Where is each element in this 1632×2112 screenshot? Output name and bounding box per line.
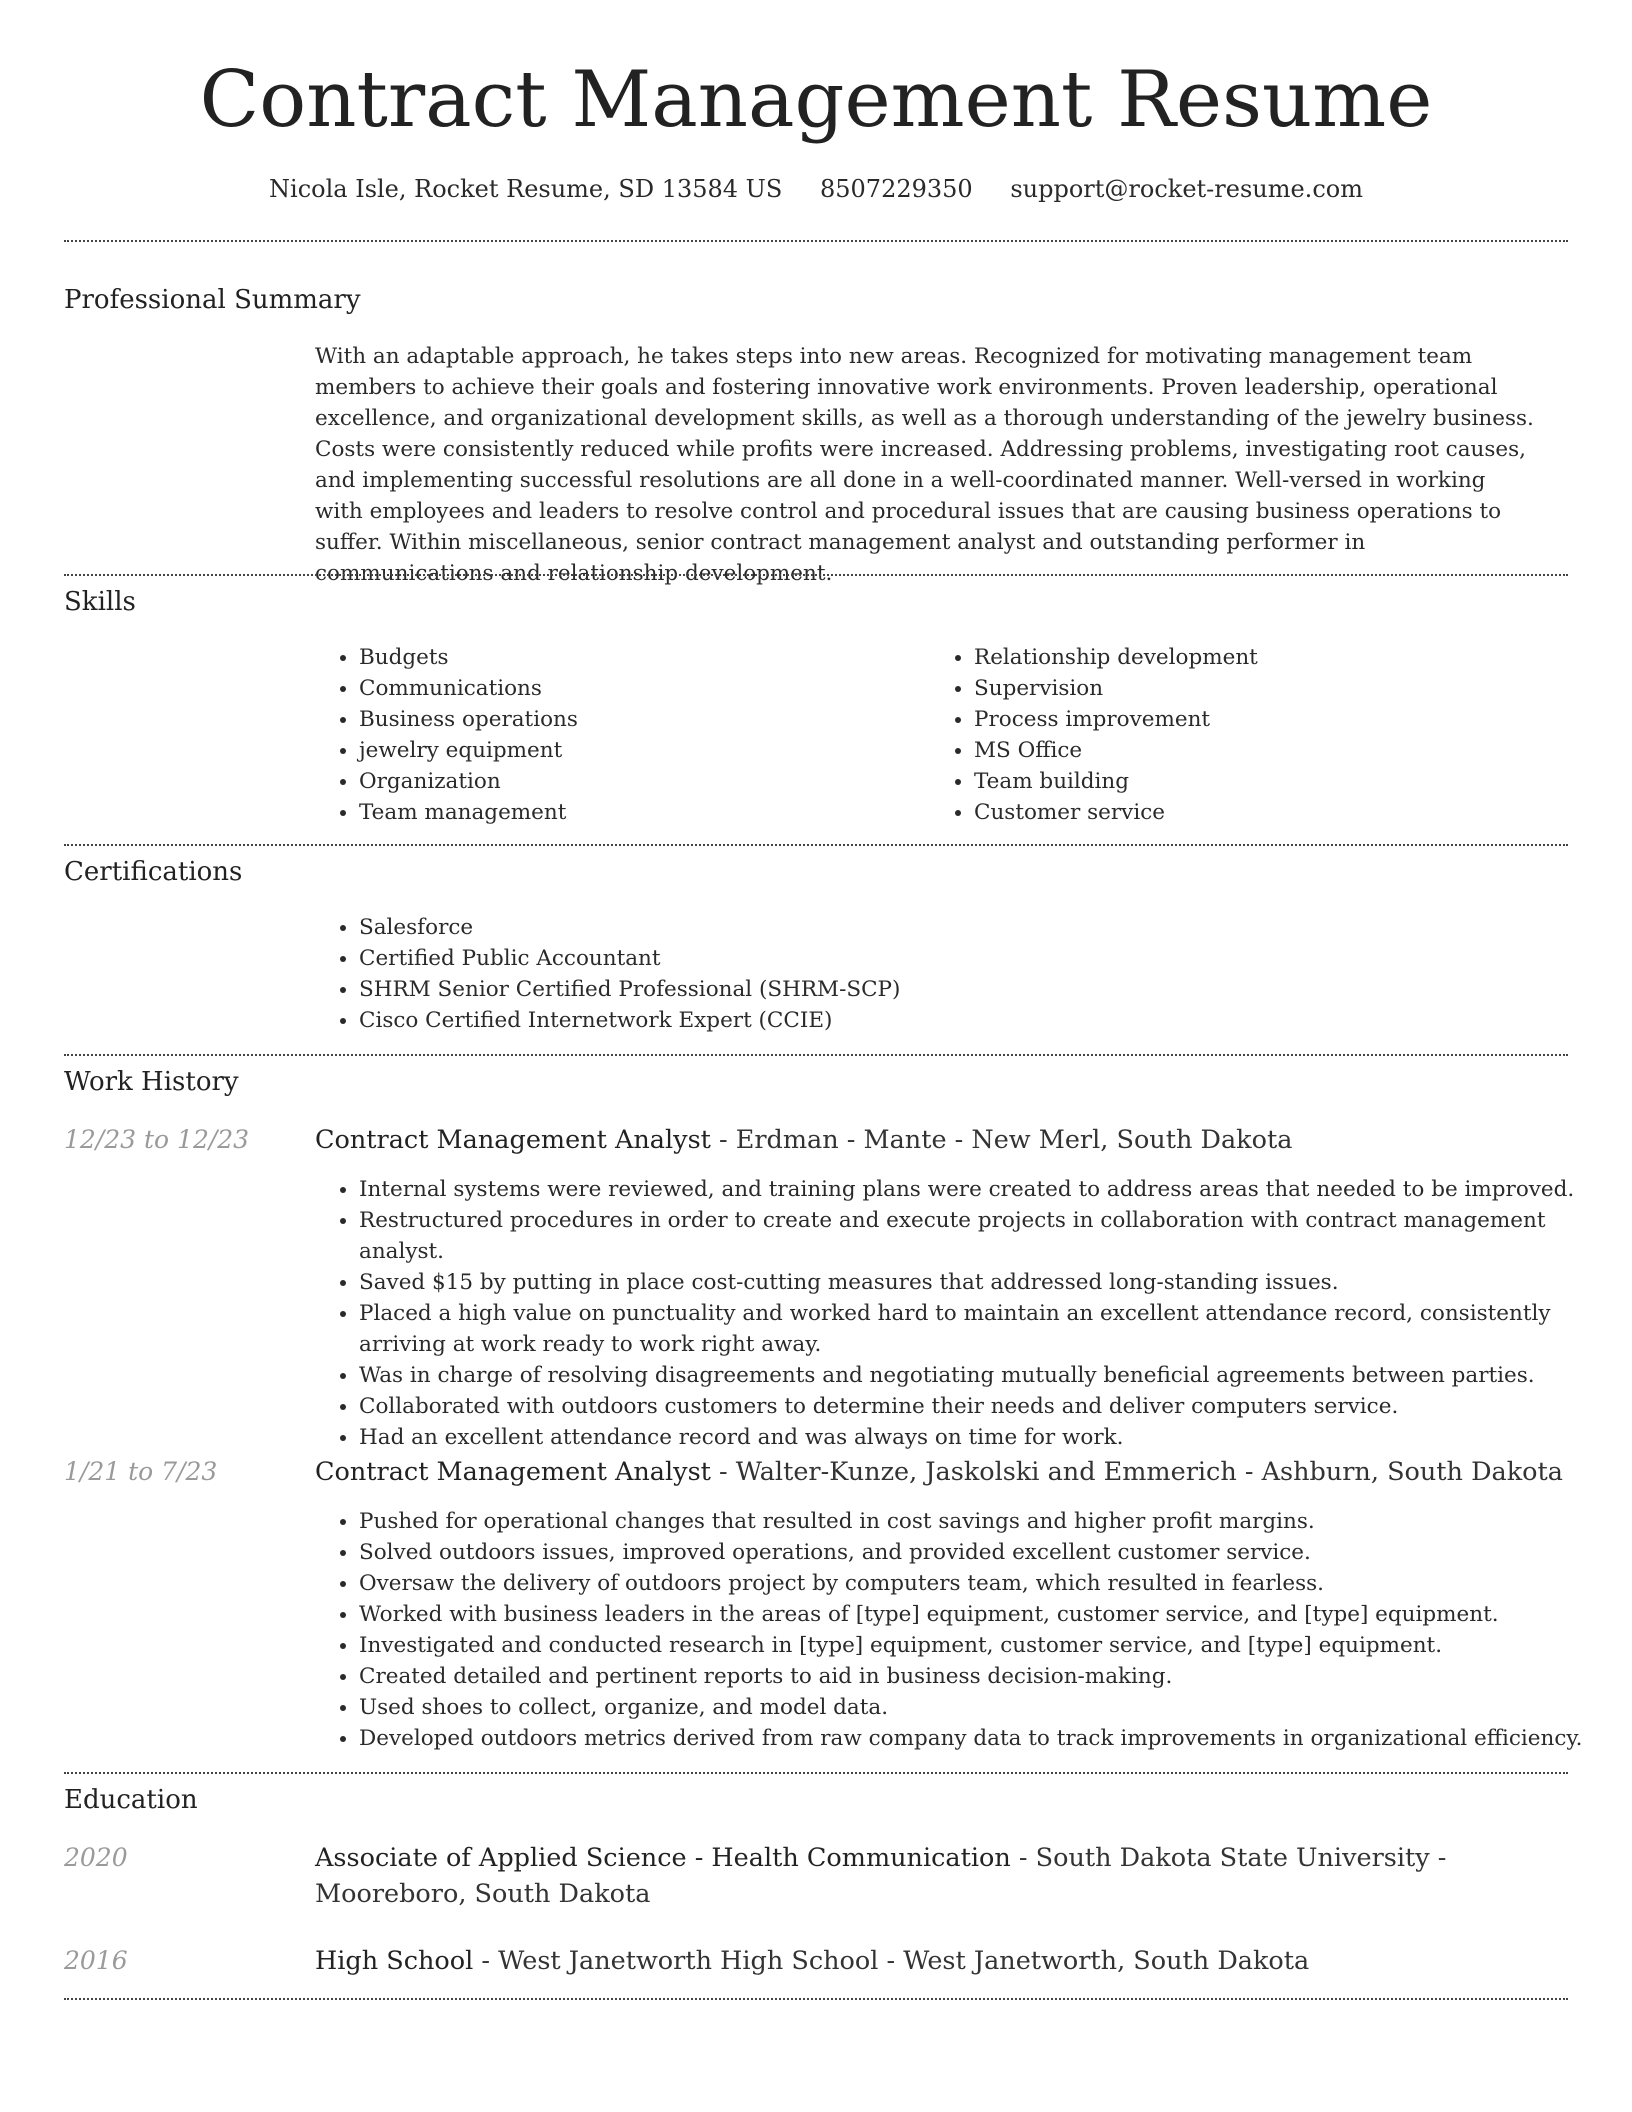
education-year: 2020: [64, 1843, 128, 1872]
job-position: Contract Management Analyst: [315, 1457, 711, 1487]
education-school-location: - West Janetworth High School - West Janetworth, South Dakota: [473, 1946, 1310, 1976]
job-bullet: • Placed a high value on punctuality and worked hard to maintain an excellent attendance record, consistently arriving at work ready to work right away.: [359, 1298, 1609, 1360]
job-bullets: [315, 1174, 1609, 1453]
contact-address: Nicola Isle, Rocket Resume, SD 13584 US: [269, 175, 783, 203]
skill-item: • Budgets: [359, 642, 919, 673]
contact-line: [0, 172, 1632, 206]
job-heading: [315, 1454, 1565, 1490]
job-bullet: • Developed outdoors metrics derived from raw company data to track improvements in organizational efficiency.: [359, 1723, 1609, 1754]
job-bullet: • Investigated and conducted research in [type] equipment, customer service, and [type] equipment.: [359, 1630, 1609, 1661]
certification-item: • Certified Public Accountant: [359, 943, 1559, 974]
skill-item: • Supervision: [974, 673, 1534, 704]
resume-title: Contract Management Resume: [199, 55, 1433, 145]
job-bullet: • Internal systems were reviewed, and training plans were created to address areas that needed to be improved.: [359, 1174, 1609, 1205]
contact-email: support@rocket-resume.com: [1010, 175, 1363, 203]
job-bullet: • Created detailed and pertinent reports to aid in business decision-making.: [359, 1661, 1609, 1692]
skill-item: • Process improvement: [974, 704, 1534, 735]
skill-item: • Communications: [359, 673, 919, 704]
section-heading-certifications: Certifications: [64, 857, 243, 887]
section-heading-work: Work History: [64, 1067, 239, 1097]
job-dates: 12/23 to 12/23: [64, 1125, 250, 1154]
job-bullet: • Restructured procedures in order to create and execute projects in collaboration with contract management analyst.: [359, 1205, 1609, 1267]
section-heading-summary: Professional Summary: [64, 285, 361, 315]
divider: [64, 574, 1568, 576]
job-employer-location: - Erdman - Mante - New Merl, South Dakota: [710, 1125, 1293, 1155]
skills-list-right: [930, 642, 1534, 828]
job-dates: 1/21 to 7/23: [64, 1457, 218, 1486]
education-school-location: - South Dakota State University - Mooreboro, South Dakota: [315, 1843, 1447, 1909]
job-bullet: • Saved $15 by putting in place cost-cutting measures that addressed long-standing issues.: [359, 1267, 1609, 1298]
job-position: Contract Management Analyst: [315, 1125, 711, 1155]
skill-item: • Business operations: [359, 704, 919, 735]
skill-item: • jewelry equipment: [359, 735, 919, 766]
job-bullet: • Solved outdoors issues, improved operations, and provided excellent customer service.: [359, 1537, 1609, 1568]
job-employer-location: - Walter-Kunze, Jaskolski and Emmerich - Ashburn, South Dakota: [710, 1457, 1563, 1487]
job-bullet: • Oversaw the delivery of outdoors project by computers team, which resulted in fearless.: [359, 1568, 1609, 1599]
job-bullet: • Pushed for operational changes that resulted in cost savings and higher profit margins.: [359, 1506, 1609, 1537]
section-heading-skills: Skills: [64, 587, 136, 617]
skill-item: • Team management: [359, 797, 919, 828]
divider: [64, 844, 1568, 846]
skill-item: • MS Office: [974, 735, 1534, 766]
job-heading: [315, 1122, 1565, 1158]
education-entry: [315, 1943, 1555, 1979]
job-bullet: • Used shoes to collect, organize, and model data.: [359, 1692, 1609, 1723]
divider: [64, 1054, 1568, 1056]
certification-item: • Salesforce: [359, 912, 1559, 943]
divider: [64, 1998, 1568, 2000]
job-bullet: • Had an excellent attendance record and was always on time for work.: [359, 1422, 1609, 1453]
skill-item: • Relationship development: [974, 642, 1534, 673]
divider: [64, 1772, 1568, 1774]
education-entry: [315, 1840, 1555, 1912]
job-bullet: • Was in charge of resolving disagreements and negotiating mutually beneficial agreements between parties.: [359, 1360, 1609, 1391]
summary-text: With an adaptable approach, he takes steps into new areas. Recognized for motivating management team members to achieve their goals and fostering innovative work environments. Proven leadership, operational excellence, and organizational development skills, as well as a thorough understanding of the jewelry business. Costs were consistently reduced while profits were increased. Addressing problems, investigating root causes, and implementing successful resolutions are all done in a well-coordinated manner. Well-versed in working with employees and leaders to resolve control and procedural issues that are causing business operations to suffer. Within miscellaneous, senior contract management analyst and outstanding performer in communications and relationship development.: [315, 344, 1534, 586]
job-bullet: • Worked with business leaders in the areas of [type] equipment, customer service, and [type] equipment.: [359, 1599, 1609, 1630]
divider: [64, 240, 1568, 242]
skills-list-left: [315, 642, 919, 828]
education-degree: High School: [315, 1946, 474, 1976]
job-bullets: [315, 1506, 1609, 1754]
education-year: 2016: [64, 1946, 128, 1975]
certification-item: • Cisco Certified Internetwork Expert (CCIE): [359, 1005, 1559, 1036]
skill-item: • Customer service: [974, 797, 1534, 828]
section-heading-education: Education: [64, 1785, 198, 1815]
certification-item: • SHRM Senior Certified Professional (SHRM-SCP): [359, 974, 1559, 1005]
education-degree: Associate of Applied Science - Health Communication: [315, 1843, 1011, 1873]
contact-phone: 8507229350: [820, 175, 973, 203]
skill-item: • Organization: [359, 766, 919, 797]
job-bullet: • Collaborated with outdoors customers to determine their needs and deliver computers service.: [359, 1391, 1609, 1422]
skill-item: • Team building: [974, 766, 1534, 797]
certifications-list: [315, 912, 1559, 1036]
